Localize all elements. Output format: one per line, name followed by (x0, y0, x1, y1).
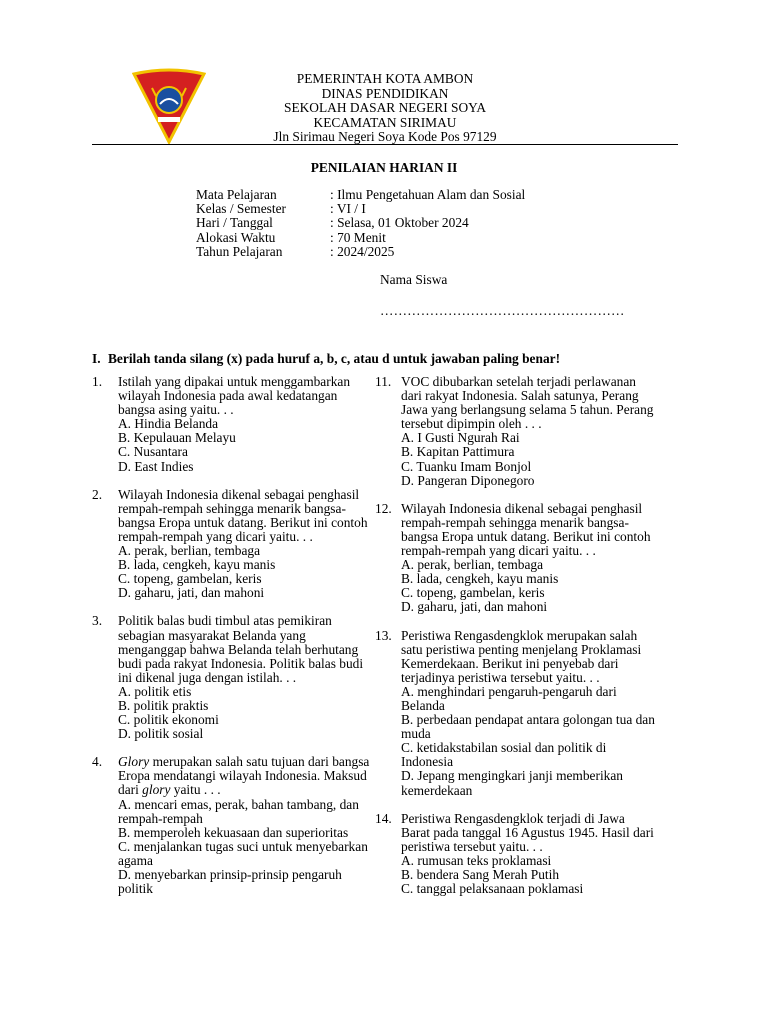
info-row (196, 216, 525, 230)
info-value: : Ilmu Pengetahuan Alam dan Sosial (330, 187, 526, 202)
question-number: 13. (375, 627, 392, 643)
school-name: SEKOLAH DASAR NEGERI SOYA (284, 100, 486, 115)
answer-option[interactable]: D. Pangeran Diponegoro (401, 472, 535, 488)
question-text: Wilayah Indonesia dikenal sebagai penghasil rempah-rempah sehingga menarik bangsa-bangsa Eropa untuk datang. Berikut ini contoh rempah-rempah yang dicari yaitu. . . (401, 500, 651, 559)
info-row (196, 188, 525, 202)
info-label: Tahun Pelajaran (196, 243, 283, 259)
header-divider (92, 144, 678, 145)
italic-term: Glory (118, 754, 150, 770)
info-row (196, 245, 525, 259)
question-number: 11. (375, 374, 392, 389)
question-item (92, 614, 370, 741)
answer-option[interactable]: B. Kapitan Pattimura (401, 444, 515, 460)
info-value: : VI / I (330, 201, 366, 217)
answer-option[interactable]: D. gaharu, jati, dan mahoni (118, 585, 265, 601)
question-number: 14. (375, 810, 392, 826)
info-label: Mata Pelajaran (196, 187, 277, 202)
questions-right-column (375, 375, 655, 910)
answer-option[interactable]: B. politik praktis (118, 697, 209, 713)
student-name-block (380, 273, 652, 318)
info-label: Hari / Tanggal (196, 215, 273, 231)
answer-option[interactable]: C. menjalankan tugas suci untuk menyebarkan agama (118, 838, 368, 868)
answer-option[interactable]: C. ketidakstabilan sosial dan politik di Indonesia (401, 740, 607, 770)
answer-option[interactable]: A. perak, berlian, tembaga (401, 557, 544, 573)
question-text: VOC dibubarkan setelah terjadi perlawanan dari rakyat Indonesia. Salah satunya, Perang Jawa yang berlangsung selama 5 tahun. Perang tersebut dipimpin oleh . . . (401, 374, 654, 432)
question-number: 12. (375, 500, 392, 516)
italic-term: glory (142, 782, 171, 798)
question-text: Politik balas budi timbul atas pemikiran sebagian masyarakat Belanda yang menganggap bahwa Belanda telah berhutang budi pada rakyat Indonesia. Politik balas budi ini dikenal juga dengan istilah. . . (118, 613, 364, 685)
info-value: : Selasa, 01 Oktober 2024 (330, 215, 469, 231)
info-row (196, 231, 525, 245)
student-name-field[interactable]: ……………………………………………… (380, 303, 625, 319)
questions-left-column (92, 375, 370, 910)
question-text: Peristiwa Rengasdengklok merupakan salah satu peristiwa penting menjelang Proklamasi Kemerdekaan. Berikut ini penyebab dari terjadinya peristiwa tersebut yaitu. . . (401, 627, 642, 685)
question-item (92, 488, 370, 601)
answer-option[interactable]: A. politik etis (118, 683, 192, 699)
question-item (92, 755, 370, 896)
question-text: Istilah yang dipakai untuk menggambarkan wilayah Indonesia pada awal kedatangan bangsa asing yaitu. . . (118, 374, 351, 418)
question-item (375, 629, 655, 798)
section-instruction (92, 351, 560, 367)
answer-option[interactable]: C. Tuanku Imam Bonjol (401, 458, 532, 474)
question-item (375, 502, 655, 615)
question-item (375, 375, 655, 488)
exam-title: PENILAIAN HARIAN II (310, 160, 458, 175)
question-item (92, 375, 370, 474)
letterhead (230, 72, 540, 145)
answer-option[interactable]: B. lada, cengkeh, kayu manis (118, 557, 276, 573)
question-text: Peristiwa Rengasdengklok terjadi di Jawa Barat pada tanggal 16 Agustus 1945. Hasil dari peristiwa tersebut yaitu. . . (401, 810, 654, 854)
question-number: 1. (92, 374, 103, 389)
answer-option[interactable]: A. rumusan teks proklamasi (401, 852, 552, 868)
question-number: 2. (92, 486, 103, 502)
answer-option[interactable]: C. Nusantara (118, 444, 188, 460)
answer-option[interactable]: C. topeng, gambelan, keris (118, 571, 262, 587)
answer-option[interactable]: D. East Indies (118, 458, 194, 474)
answer-option[interactable]: A. mencari emas, perak, bahan tambang, dan rempah-rempah (118, 796, 359, 826)
question-text-part: yaitu . . . (170, 782, 221, 798)
info-value: : 70 Menit (330, 229, 386, 245)
answer-option[interactable]: A. Hindia Belanda (118, 416, 219, 432)
info-label: Kelas / Semester (196, 201, 286, 217)
answer-option[interactable]: B. Kepulauan Melayu (118, 430, 236, 446)
answer-option[interactable]: A. perak, berlian, tembaga (118, 543, 261, 559)
gov-name: PEMERINTAH KOTA AMBON (296, 71, 474, 86)
answer-option[interactable]: D. Jepang mengingkari janji memberikan kemerdekaan (401, 768, 623, 798)
answer-option[interactable]: D. politik sosial (118, 726, 204, 742)
section-number: I. (92, 351, 101, 366)
answer-option[interactable]: C. topeng, gambelan, keris (401, 585, 545, 601)
answer-option[interactable]: B. perbedaan pendapat antara golongan tua dan muda (401, 712, 655, 742)
question-text: Wilayah Indonesia dikenal sebagai penghasil rempah-rempah sehingga menarik bangsa-bangsa Eropa untuk datang. Berikut ini contoh rempah-rempah yang dicari yaitu. . . (118, 486, 368, 544)
answer-option[interactable]: C. tanggal pelaksanaan poklamasi (401, 881, 584, 897)
question-text (118, 755, 370, 797)
answer-option[interactable]: D. gaharu, jati, dan mahoni (401, 599, 548, 615)
info-value: : 2024/2025 (330, 243, 395, 259)
answer-option[interactable]: B. memperoleh kekuasaan dan superioritas (118, 824, 349, 840)
answer-option[interactable]: A. I Gusti Ngurah Rai (401, 430, 520, 446)
answer-option[interactable]: A. menghindari pengaruh-pengaruh dari Belanda (401, 683, 617, 713)
student-name-label: Nama Siswa (380, 272, 448, 287)
answer-option[interactable]: B. lada, cengkeh, kayu manis (401, 571, 559, 587)
school-emblem-logo (132, 68, 206, 144)
question-item (375, 812, 655, 897)
answer-option[interactable]: D. menyebarkan prinsip-prinsip pengaruh politik (118, 867, 342, 897)
answer-option[interactable]: B. bendera Sang Merah Putih (401, 867, 560, 882)
info-row (196, 202, 525, 216)
school-address: Jln Sirimau Negeri Soya Kode Pos 97129 (273, 129, 497, 144)
instruction-text: Berilah tanda silang (x) pada huruf a, b, c, atau d untuk jawaban paling benar! (108, 351, 561, 366)
question-number: 3. (92, 613, 103, 629)
exam-info (196, 188, 525, 259)
question-number: 4. (92, 754, 103, 770)
district-name: KECAMATAN SIRIMAU (313, 114, 457, 130)
info-label: Alokasi Waktu (196, 229, 276, 245)
dept-name: DINAS PENDIDIKAN (321, 85, 449, 101)
question-text-part: merupakan salah satu tujuan dari bangsa Eropa mendatangi wilayah Indonesia. Maksud dari (118, 754, 370, 798)
answer-option[interactable]: C. politik ekonomi (118, 712, 219, 728)
